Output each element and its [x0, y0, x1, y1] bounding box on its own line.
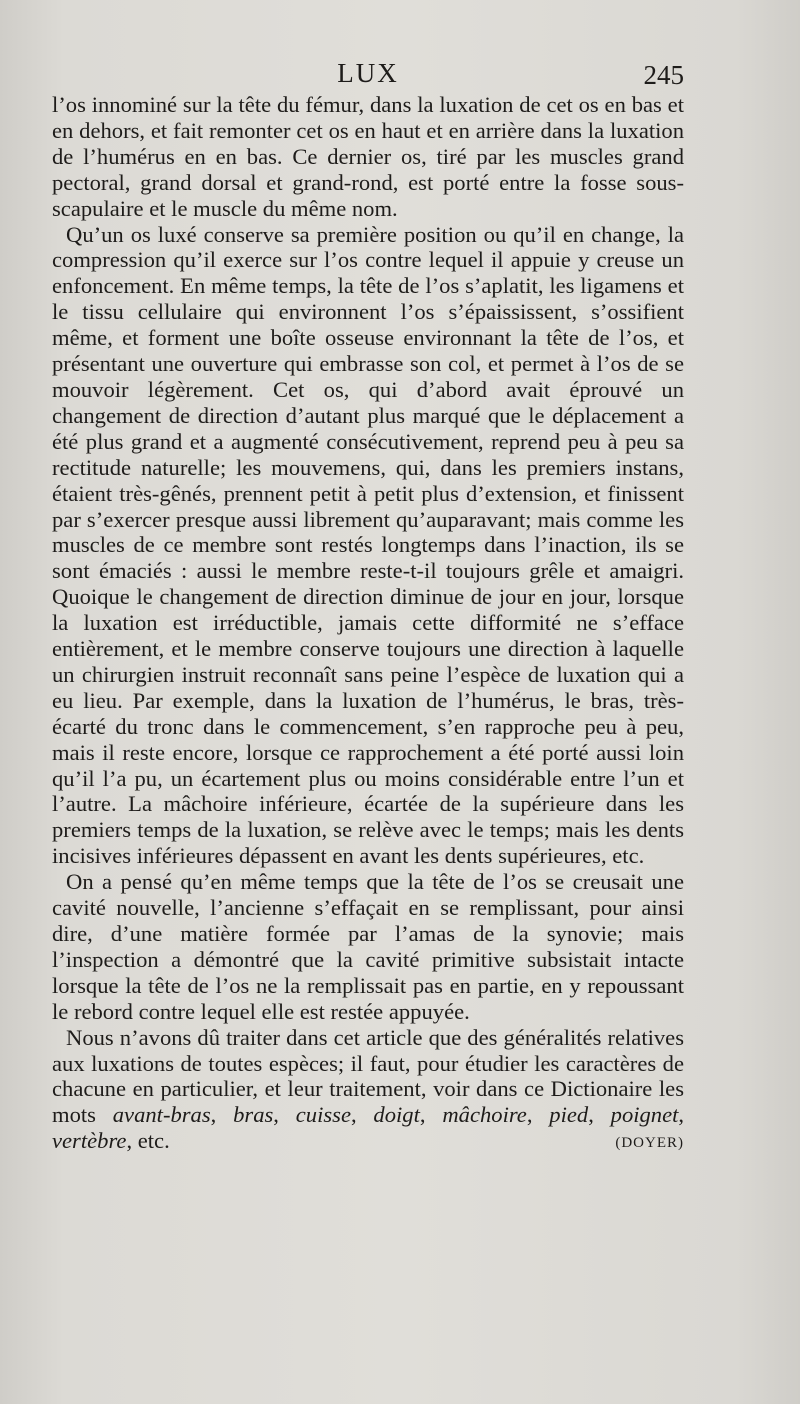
- italic-word: mâchoire: [442, 1102, 527, 1128]
- paragraph-2: [52, 222, 684, 870]
- italic-word: cuisse: [295, 1102, 351, 1128]
- paragraph-4-etc: etc.: [137, 1128, 170, 1154]
- paragraph-1: l’os innominé sur la tête du fémur, dans la luxation de cet os en bas et en dehors, et fait remonter cet os en haut et en arrière dans la luxation de l’humérus en en bas. Ce dernier os, tiré par les muscles grand pectoral, grand dorsal et grand-rond, est porté entre la fosse sous-scapulaire et le muscle du même nom.: [52, 92, 684, 221]
- italic-word: avant-bras: [112, 1102, 211, 1128]
- italic-word: poignet: [610, 1102, 679, 1128]
- italic-word: vertèbre: [52, 1128, 127, 1154]
- running-head: LUX: [337, 58, 399, 88]
- italic-word: bras: [233, 1102, 274, 1128]
- paragraph-4-text: Nous n’avons dû traiter dans cet article que des généralités relatives aux luxations de toutes espèces; il faut, pour étudier les caractères de chacune en particulier, et leur traitement, voir dans ce Dictionaire les mots: [52, 1024, 684, 1128]
- page-body: [52, 92, 684, 1157]
- italic-word: pied: [549, 1102, 589, 1128]
- italic-word-list: avant-bras, bras, cuisse, doigt, mâchoire, pied, poignet, vertèbre,: [52, 1102, 685, 1154]
- paragraph-3-text: On a pensé qu’en même temps que la tête de l’os se creusait une cavité nouvelle, l’ancienne s’effaçait en se remplissant, pour ainsi dire, d’une matière formée par l’amas de la synovie; mais l’inspection a démontré que la cavité primitive subsistait intacte lorsque la tête de l’os ne la remplissait pas en partie, en y repoussant le rebord contre lequel elle est restée appuyée.: [52, 869, 684, 1024]
- paragraph-3: [52, 869, 684, 1024]
- paragraph-2-text: Qu’un os luxé conserve sa première position ou qu’il en change, la compression qu’il exerce sur l’os contre lequel il appuie y creuse un enfoncement. En même temps, la tête de l’os s’aplatit, les ligamens et le tissu cellulaire qui environnent l’os s’épaississent, s’ossifient même, et forment une boîte osseuse environnant la tête de l’os, et présentant une ouverture qui embrasse son col, et permet à l’os de se mouvoir légèrement. Cet os, qui d’abord avait éprouvé un changement de direction d’autant plus marqué que le déplacement a été plus grand et a augmenté consécutivement, reprend peu à peu sa rectitude naturelle; les mouvemens, qui, dans les premiers instans, étaient très-gênés, prennent petit à petit plus d’extension, et finissent par s’exercer presque aussi librement qu’auparavant; mais comme les muscles de ce membre sont restés longtemps dans l’inaction, ils se sont émaciés : aussi le membre reste-t-il toujours grêle et amaigri. Quoique le changement de direction diminue de jour en jour, lorsque la luxation est irréductible, jamais cette difformité ne s’efface entièrement, et le membre conserve toujours une direction à laquelle un chirurgien instruit reconnaît sans peine l’espèce de luxation qui a eu lieu. Par exemple, dans la luxation de l’humérus, le bras, très-écarté du tronc dans le commencement, s’en rapproche peu à peu, mais il reste encore, lorsque ce rapprochement a été porté aussi loin qu’il l’a pu, un écartement plus ou moins considérable entre l’un et l’autre. La mâchoire inférieure, écartée de la supérieure dans les premiers temps de la luxation, se relève avec le temps; mais les dents incisives inférieures dépassent en avant les dents supérieures, etc.: [52, 221, 684, 869]
- page-header: [52, 58, 684, 94]
- page-number: 245: [643, 60, 684, 90]
- author-signature: (DOYER): [615, 1135, 684, 1152]
- italic-word: doigt: [373, 1102, 420, 1128]
- paragraph-4: [52, 1025, 684, 1155]
